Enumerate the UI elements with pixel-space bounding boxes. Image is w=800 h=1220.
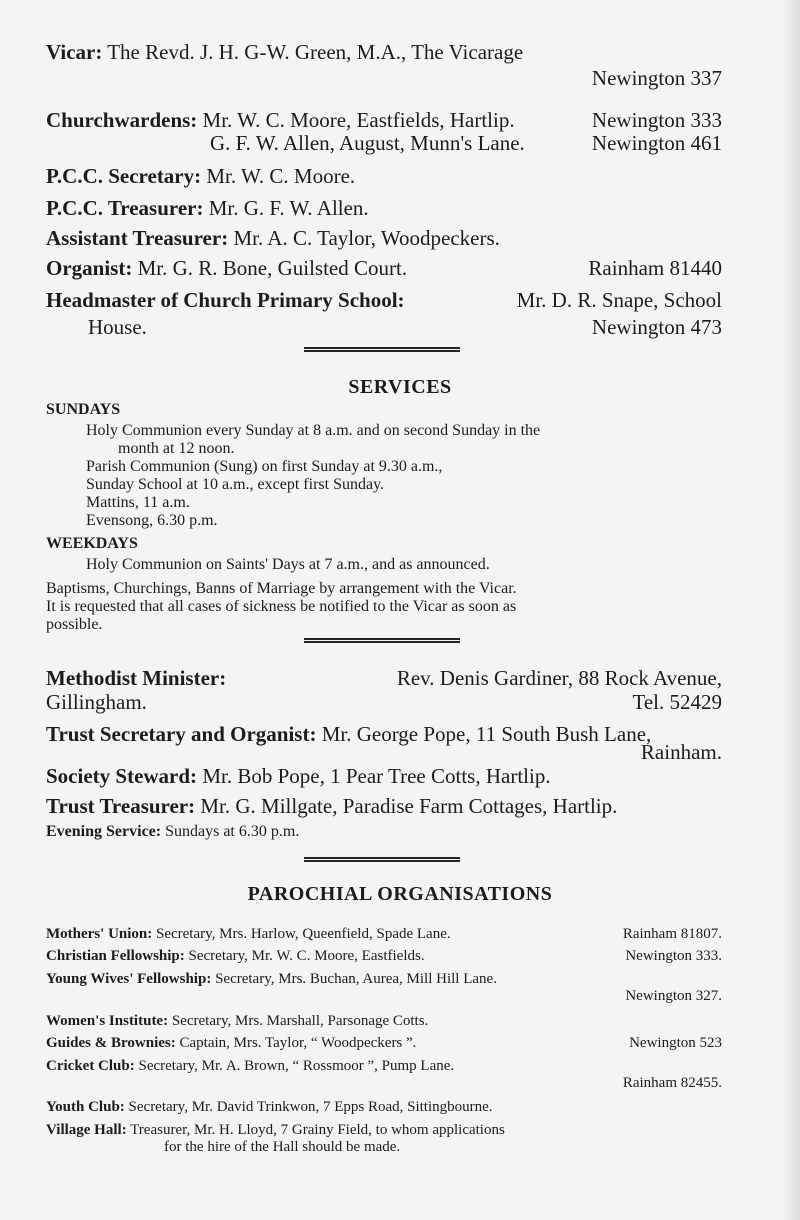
young-wives-text: Secretary, Mrs. Buchan, Aurea, Mill Hill Lane.: [215, 971, 497, 987]
sundays-label-text: SUNDAYS: [46, 401, 121, 418]
divider: [304, 638, 460, 643]
note-line: Baptisms, Churchings, Banns of Marriage by arrangement with the Vicar.: [46, 580, 517, 597]
cricket-club: [46, 1058, 722, 1075]
divider: [304, 857, 460, 862]
assistant-treasurer-label: Assistant Treasurer:: [46, 226, 229, 250]
trust-treasurer: [46, 794, 722, 818]
churchwardens-label: Churchwardens:: [46, 108, 198, 132]
mothers-union-phone: Rainham 81807.: [622, 926, 722, 942]
trust-treasurer-label: Trust Treasurer:: [46, 794, 196, 818]
assistant-treasurer: [46, 226, 722, 250]
headmaster-cont-text: House.: [88, 315, 147, 339]
sunday-line: Evensong, 6.30 p.m.: [86, 512, 218, 529]
youth-club-label: Youth Club:: [46, 1099, 125, 1115]
village-hall-text: Treasurer, Mr. H. Lloyd, 7 Grainy Field, to whom applications: [130, 1122, 505, 1138]
churchwarden-2-text: G. F. W. Allen, August, Munn's Lane.: [210, 131, 525, 155]
weekdays-label: [46, 535, 722, 553]
methodist-minister-label: Methodist Minister:: [46, 666, 227, 690]
cricket-club-label: Cricket Club:: [46, 1058, 135, 1074]
village-hall: [46, 1122, 722, 1139]
pcc-treasurer-text: Mr. G. F. W. Allen.: [208, 196, 369, 220]
youth-club: [46, 1099, 722, 1116]
trust-secretary-text: Mr. George Pope, 11 South Bush Lane,: [321, 722, 652, 746]
vicar-text: The Revd. J. H. G-W. Green, M.A., The Vicarage: [107, 40, 524, 64]
womens-institute-text: Secretary, Mrs. Marshall, Parsonage Cotts.: [171, 1013, 429, 1029]
sunday-line: Parish Communion (Sung) on first Sunday at 9.30 a.m.,: [86, 458, 443, 475]
guides-brownies-phone: Newington 523: [629, 1035, 722, 1051]
young-wives-phone: Newington 327.: [625, 988, 722, 1004]
organist-phone: Rainham 81440: [588, 256, 722, 280]
womens-institute-label: Women's Institute:: [46, 1013, 169, 1029]
christian-fellowship-text: Secretary, Mr. W. C. Moore, Eastfields.: [188, 948, 425, 964]
evening-service-label: Evening Service:: [46, 823, 162, 840]
organist-text: Mr. G. R. Bone, Guilsted Court.: [137, 256, 408, 280]
weekday-line: Holy Communion on Saints' Days at 7 a.m., and as announced.: [86, 556, 490, 573]
churchwarden-1-text: Mr. W. C. Moore, Eastfields, Hartlip.: [202, 108, 515, 132]
churchwarden-1: [46, 108, 722, 132]
assistant-treasurer-text: Mr. A. C. Taylor, Woodpeckers.: [233, 226, 500, 250]
headmaster: [46, 288, 722, 312]
note-line: possible.: [46, 616, 103, 633]
churchwarden-2: [46, 131, 722, 155]
pcc-treasurer-label: P.C.C. Treasurer:: [46, 196, 204, 220]
village-hall-cont: [46, 1139, 722, 1156]
methodist-minister-text: Rev. Denis Gardiner, 88 Rock Avenue,: [396, 666, 722, 690]
headmaster-label: Headmaster of Church Primary School:: [46, 288, 405, 312]
mothers-union: [46, 926, 722, 943]
cricket-club-text: Secretary, Mr. A. Brown, “ Rossmoor ”, Pump Lane.: [138, 1058, 455, 1074]
churchwarden-2-phone: Newington 461: [591, 131, 722, 155]
organisations-heading: PAROCHIAL ORGANISATIONS: [247, 883, 553, 905]
evening-service: [46, 823, 722, 841]
weekdays-label-text: WEEKDAYS: [46, 535, 138, 552]
methodist-minister: [46, 666, 722, 690]
society-steward: [46, 764, 722, 788]
guides-brownies-label: Guides & Brownies:: [46, 1035, 176, 1051]
christian-fellowship: [46, 948, 722, 965]
headmaster-phone: Newington 473: [591, 315, 722, 339]
cricket-club-phone: Rainham 82455.: [622, 1075, 722, 1091]
mothers-union-label: Mothers' Union:: [46, 926, 153, 942]
village-hall-cont-text: for the hire of the Hall should be made.: [164, 1139, 401, 1155]
methodist-minister-town: Gillingham.: [46, 690, 147, 714]
womens-institute: [46, 1013, 722, 1030]
society-steward-label: Society Steward:: [46, 764, 198, 788]
headmaster-text: Mr. D. R. Snape, School: [516, 288, 722, 312]
christian-fellowship-label: Christian Fellowship:: [46, 948, 185, 964]
vicar-entry: [46, 40, 722, 64]
trust-secretary-town: Rainham.: [640, 740, 722, 764]
youth-club-text: Secretary, Mr. David Trinkwon, 7 Epps Road, Sittingbourne.: [128, 1099, 493, 1115]
sundays-label: [46, 401, 722, 419]
organist-label: Organist:: [46, 256, 133, 280]
sunday-line: month at 12 noon.: [118, 440, 235, 457]
pcc-treasurer: [46, 196, 722, 220]
young-wives: [46, 971, 722, 988]
divider: [304, 347, 460, 352]
methodist-minister-cont: [46, 690, 722, 714]
christian-fellowship-phone: Newington 333.: [625, 948, 722, 964]
trust-secretary: [46, 722, 722, 746]
vicar-phone: Newington 337: [591, 66, 722, 90]
sunday-line: Mattins, 11 a.m.: [86, 494, 190, 511]
organist: [46, 256, 722, 280]
churchwarden-1-phone: Newington 333: [591, 108, 722, 132]
pcc-secretary-label: P.C.C. Secretary:: [46, 164, 202, 188]
society-steward-text: Mr. Bob Pope, 1 Pear Tree Cotts, Hartlip.: [202, 764, 551, 788]
vicar-label: Vicar:: [46, 40, 103, 64]
page-edge-shadow: [782, 0, 800, 1220]
guides-brownies: [46, 1035, 722, 1052]
young-wives-label: Young Wives' Fellowship:: [46, 971, 212, 987]
pcc-secretary: [46, 164, 722, 188]
methodist-minister-phone: Tel. 52429: [632, 690, 722, 714]
pcc-secretary-text: Mr. W. C. Moore.: [206, 164, 356, 188]
sunday-line: Holy Communion every Sunday at 8 a.m. and on second Sunday in the: [86, 422, 541, 439]
evening-service-text: Sundays at 6.30 p.m.: [165, 823, 300, 840]
sunday-line: Sunday School at 10 a.m., except first Sunday.: [86, 476, 385, 493]
trust-treasurer-text: Mr. G. Millgate, Paradise Farm Cottages, Hartlip.: [200, 794, 618, 818]
mothers-union-text: Secretary, Mrs. Harlow, Queenfield, Spade Lane.: [156, 926, 451, 942]
note-line: It is requested that all cases of sickness be notified to the Vicar as soon as: [46, 598, 517, 615]
services-heading: SERVICES: [348, 376, 452, 398]
village-hall-label: Village Hall:: [46, 1122, 127, 1138]
guides-brownies-text: Captain, Mrs. Taylor, “ Woodpeckers ”.: [179, 1035, 417, 1051]
trust-secretary-label: Trust Secretary and Organist:: [46, 722, 317, 746]
headmaster-cont: [46, 315, 722, 339]
